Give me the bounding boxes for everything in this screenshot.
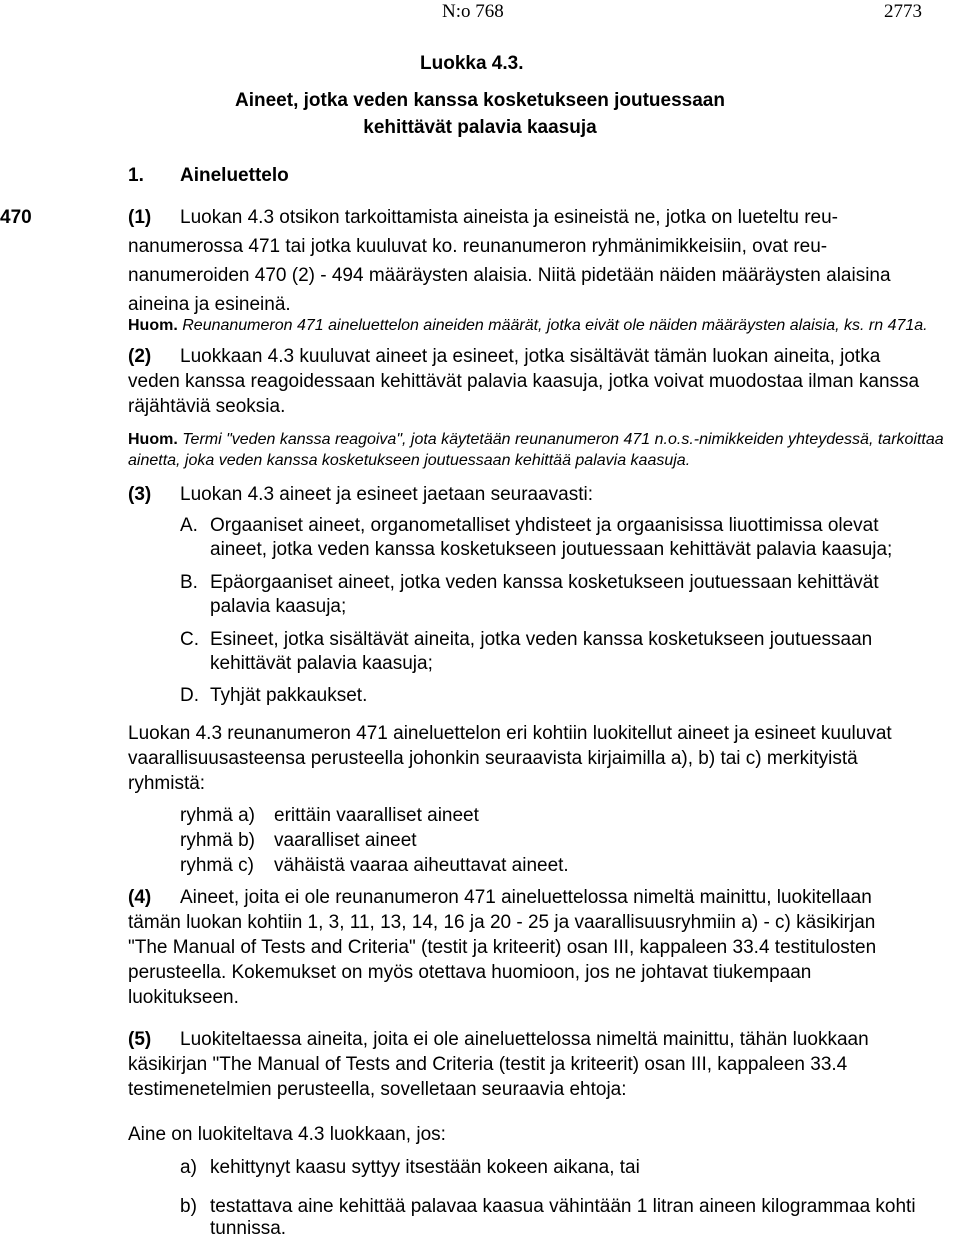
category-item-a	[180, 514, 954, 562]
category-letter: D.	[180, 685, 199, 706]
groups-intro-line: vaarallisuusasteensa perusteella johonkin seuraavista kirjaimilla a), b) tai c) merkityistä	[128, 748, 858, 769]
group-text: erittäin vaaralliset aineet	[274, 805, 479, 826]
category-letter: B.	[180, 572, 198, 593]
paragraph-4-line	[128, 886, 954, 910]
paragraph-3-number: (3)	[128, 484, 152, 505]
criterion-text: testattava aine kehittää palavaa kaasua vähintään 1 litran aineen kilogrammaa kohti	[210, 1196, 916, 1217]
paragraph-3-text: Luokan 4.3 aineet ja esineet jaetaan seuraavasti:	[180, 484, 594, 505]
category-line	[180, 628, 954, 652]
marginal-number: 470	[0, 207, 32, 228]
category-item-b	[180, 571, 954, 619]
note-2-label: Huom.	[128, 431, 178, 448]
category-line	[180, 684, 954, 708]
paragraph-5-line: käsikirjan "The Manual of Tests and Criteria (testit ja kriteerit) osan III, kappaleen 33.4	[128, 1054, 848, 1075]
paragraph-4-number: (4)	[128, 887, 152, 908]
criterion-letter: a)	[180, 1157, 197, 1178]
paragraph-2	[128, 345, 954, 419]
paragraph-2-number: (2)	[128, 346, 152, 367]
category-line	[180, 514, 954, 538]
category-letter: A.	[180, 515, 198, 536]
criterion-text: kehittynyt kaasu syttyy itsestään kokeen aikana, tai	[210, 1157, 640, 1178]
group-label: ryhmä c)	[180, 855, 254, 876]
note-2-line-2: ainetta, joka veden kanssa kosketukseen joutuessaan kehittää palavia kaasuja.	[128, 452, 691, 469]
category-text: Epäorgaaniset aineet, jotka veden kanssa kosketukseen joutuessaan kehittävät	[210, 572, 879, 593]
criterion-a	[180, 1156, 640, 1180]
paragraph-4-line: perusteella. Kokemukset on myös otettava huomioon, jos ne johtavat tiukempaan	[128, 962, 812, 983]
paragraph-1	[128, 206, 954, 317]
note-1-text: Reunanumeron 471 aineluettelon aineiden määrät, jotka eivät ole näiden määräysten alaisia, ks. rn 471a.	[182, 317, 928, 334]
group-text: vaaralliset aineet	[274, 830, 417, 851]
paragraph-4	[128, 886, 954, 1010]
criterion-b	[180, 1195, 916, 1241]
category-item-d	[180, 684, 954, 708]
groups-list	[180, 804, 569, 878]
paragraph-4-line: "The Manual of Tests and Criteria" (testit ja kriteerit) osan III, kappaleen 33.4 testitulosten	[128, 937, 877, 958]
note-1	[128, 315, 928, 336]
class-label: Luokka 4.3.	[420, 53, 524, 74]
paragraph-1-number: (1)	[128, 207, 152, 228]
note-2-text: Termi "veden kanssa reagoiva", jota käytetään reunanumeron 471 n.o.s.-nimikkeiden yhteydessä, tarkoittaa	[182, 431, 944, 448]
group-label: ryhmä b)	[180, 830, 255, 851]
groups-intro-line: ryhmistä:	[128, 773, 206, 794]
category-line	[180, 571, 954, 595]
paragraph-5-line: testimenetelmien perusteella, sovelletaan seuraavia ehtoja:	[128, 1079, 627, 1100]
criteria-intro: Aine on luokiteltava 4.3 luokkaan, jos:	[128, 1124, 446, 1145]
category-line: kehittävät palavia kaasuja;	[210, 653, 433, 674]
section-number: 1.	[128, 165, 144, 186]
paragraph-4-line: tämän luokan kohtiin 1, 3, 11, 13, 14, 16 ja 20 - 25 ja vaarallisuusryhmiin a) - c) käsikirjan	[128, 912, 876, 933]
paragraph-4-text: Aineet, joita ei ole reunanumeron 471 aineluettelossa nimeltä mainittu, luokitellaan	[180, 887, 872, 908]
paragraph-2-line	[128, 345, 954, 369]
paragraph-1-line: aineina ja esineinä.	[128, 294, 291, 315]
category-text: Tyhjät pakkaukset.	[210, 685, 368, 706]
heading-line-2: kehittävät palavia kaasuja	[363, 117, 597, 138]
paragraph-2-text: Luokkaan 4.3 kuuluvat aineet ja esineet, jotka sisältävät tämän luokan aineita, jotka	[180, 346, 881, 367]
paragraph-4-line: luokitukseen.	[128, 987, 239, 1008]
category-item-c	[180, 628, 954, 676]
paragraph-2-line: räjähtäviä seoksia.	[128, 396, 286, 417]
group-label: ryhmä a)	[180, 805, 255, 826]
paragraph-1-text: Luokan 4.3 otsikon tarkoittamista aineista ja esineistä ne, jotka on lueteltu reu-	[180, 207, 838, 228]
groups-intro-line: Luokan 4.3 reunanumeron 471 aineluettelon eri kohtiin luokitellut aineet ja esineet kuuluvat	[128, 723, 892, 744]
category-letter: C.	[180, 629, 199, 650]
issue-number: N:o 768	[442, 1, 504, 22]
category-text: Orgaaniset aineet, organometalliset yhdisteet ja orgaanisissa liuottimissa olevat	[210, 515, 879, 536]
group-item	[180, 829, 569, 853]
group-item	[180, 804, 569, 828]
heading-line-1: Aineet, jotka veden kanssa kosketukseen joutuessaan	[235, 90, 725, 111]
group-item	[180, 854, 569, 878]
paragraph-5-line	[128, 1028, 954, 1052]
paragraph-3-intro	[128, 483, 593, 507]
note-2-line-1	[128, 429, 954, 450]
note-1-label: Huom.	[128, 317, 178, 334]
paragraph-1-line: nanumerossa 471 tai jotka kuuluvat ko. reunanumeron ryhmänimikkeisiin, ovat reu-	[128, 236, 828, 257]
paragraph-1-line	[128, 206, 954, 230]
paragraph-5	[128, 1028, 954, 1102]
paragraph-2-line: veden kanssa reagoidessaan kehittävät palavia kaasuja, jotka voivat muodostaa ilman kanssa	[128, 371, 920, 392]
paragraph-5-number: (5)	[128, 1029, 152, 1050]
criterion-line	[180, 1195, 916, 1219]
criterion-letter: b)	[180, 1196, 197, 1217]
paragraph-1-line: nanumeroiden 470 (2) - 494 määräysten alaisia. Niitä pidetään näiden määräysten alaisina	[128, 265, 891, 286]
paragraph-5-text: Luokiteltaessa aineita, joita ei ole aineluettelossa nimeltä mainittu, tähän luokkaan	[180, 1029, 869, 1050]
note-2	[128, 429, 954, 471]
criterion-line: tunnissa.	[210, 1218, 287, 1239]
category-line: palavia kaasuja;	[210, 596, 347, 617]
category-text: Esineet, jotka sisältävät aineita, jotka veden kanssa kosketukseen joutuessaan	[210, 629, 873, 650]
group-text: vähäistä vaaraa aiheuttavat aineet.	[274, 855, 569, 876]
category-line: aineet, jotka veden kanssa kosketukseen joutuessaan kehittävät palavia kaasuja;	[210, 539, 893, 560]
groups-intro	[128, 722, 954, 796]
criterion-line	[180, 1156, 640, 1180]
page-number: 2773	[884, 1, 922, 22]
section-title: Aineluettelo	[180, 165, 289, 186]
